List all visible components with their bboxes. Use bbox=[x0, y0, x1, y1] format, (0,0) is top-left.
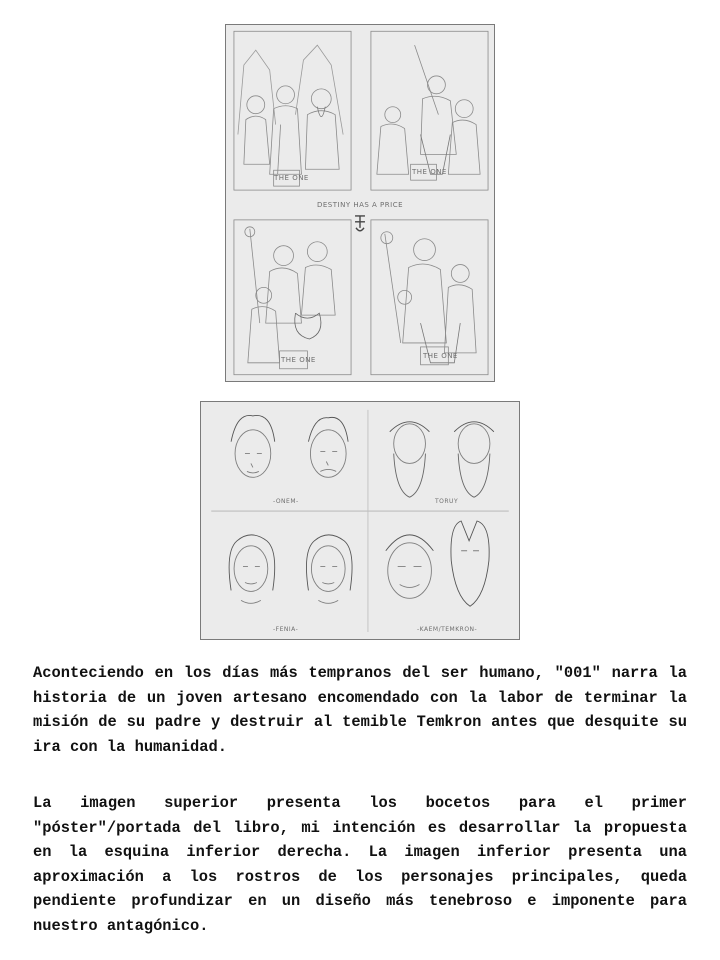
description-paragraph-2: La imagen superior presenta los bocetos para el primer "póster"/portada del libro, mi intención es desarrollar la propuesta en la esquina inferior derecha. La imagen inferior presenta una aproximación a los rostros de los personajes principales, queda pendiente profundizar en un diseño más tenebroso e imponente para nuestro antagónico. bbox=[33, 794, 687, 935]
label-kaem-temkron: -KAEM/TEMKRON- bbox=[417, 626, 478, 633]
poster-title-3: THE ONE bbox=[281, 356, 316, 364]
description-paragraph-1: Aconteciendo en los días más tempranos del ser humano, "001" narra la historia de un joven artesano encomendado con la labor de terminar la misión de su padre y destruir al temible Temkron antes que desquite su ira con la humanidad. bbox=[33, 664, 687, 756]
poster-tagline: DESTINY HAS A PRICE bbox=[316, 201, 404, 209]
label-toruy: TORUY bbox=[435, 498, 459, 505]
character-faces-sketch-image bbox=[200, 401, 520, 640]
poster-title-4: THE ONE bbox=[423, 352, 458, 360]
label-fenia: -FENIA- bbox=[273, 626, 299, 633]
character-faces-drawing bbox=[201, 402, 519, 639]
poster-title-2: THE ONE bbox=[412, 168, 447, 176]
poster-sketch-image bbox=[225, 24, 495, 382]
label-onem: -ONEM- bbox=[273, 498, 299, 505]
panel-frame-top-right bbox=[371, 31, 488, 190]
poster-title-1: THE ONE bbox=[274, 174, 309, 182]
